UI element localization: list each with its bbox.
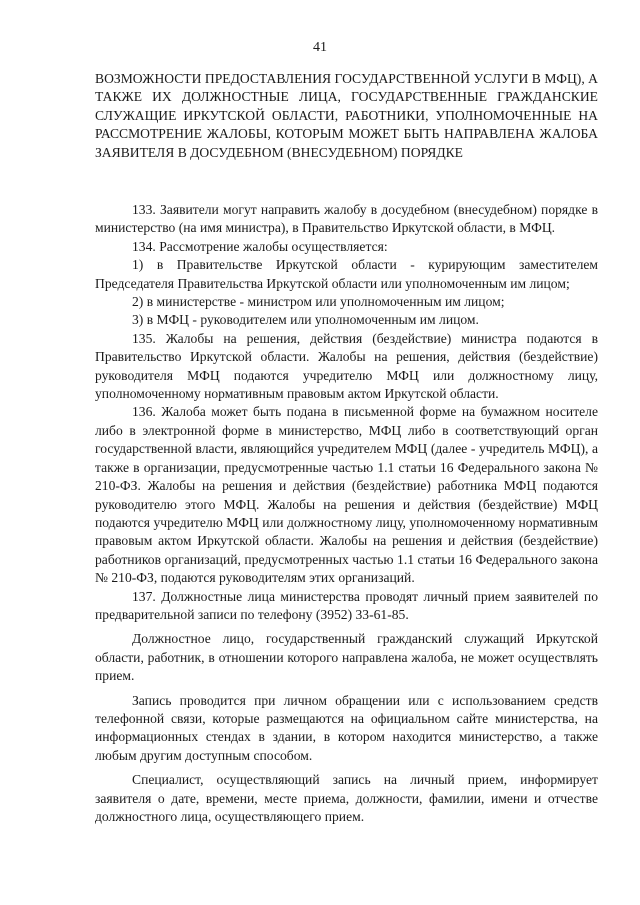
paragraph-137: 137. Должностные лица министерства проводят личный прием заявителей по предварительной записи по телефону (3952) 33-61-85. (95, 588, 598, 622)
paragraph-no-conflict: Должностное лицо, государственный гражданский служащий Иркутской области, работник, в отношении которого направлена жалоба, не может осуществлять прием. (95, 631, 598, 684)
list-item-3: 3) в МФЦ - руководителем или уполномоченным им лицом. (132, 312, 479, 328)
paragraph-134: 134. Рассмотрение жалобы осуществляется: (132, 238, 388, 254)
paragraph-135: 135. Жалобы на решения, действия (бездействие) министра подаются в Правительство Иркутской области. Жалобы на решения, действия (бездействие) руководителя МФЦ подаются учредителю МФЦ или должностному лицу, уполномоченному нормативным правовым актом Иркутской области. (95, 330, 598, 402)
paragraph-136: 136. Жалоба может быть подана в письменной форме на бумажном носителе либо в электронной форме в министерство, МФЦ либо в соответствующий орган государственной власти, являющийся учредителем МФЦ (далее - учредитель МФЦ), а также в организации, предусмотренные частью 1.1 статьи 16 Федерального закона № 210-ФЗ. Жалобы на решения и действия (бездействие) работника МФЦ подаются руководителю этого МФЦ. Жалобы на решения и действия (бездействие) МФЦ подаются учредителю МФЦ или должностному лицу, уполномоченному нормативным правовым актом Иркутской области. Жалобы на решения и действия (бездействие) работников организаций, предусмотренных частью 1.1 статьи 16 Федерального закона № 210-ФЗ, подаются руководителям этих организаций. (95, 404, 598, 586)
document-body (95, 201, 598, 826)
page-number: 41 (313, 40, 327, 55)
paragraph-specialist: Специалист, осуществляющий запись на личный прием, информирует заявителя о дате, времени, месте приема, должности, фамилии, имени и отчестве должностного лица, осуществляющего прием. (95, 772, 598, 824)
list-item-2: 2) в министерстве - министром или уполномоченным им лицом; (132, 294, 505, 310)
paragraph-133: 133. Заявители могут направить жалобу в досудебном (внесудебном) порядке в министерство (на имя министра), в Правительство Иркутской области, в МФЦ. (95, 202, 598, 236)
section-heading: ВОЗМОЖНОСТИ ПРЕДОСТАВЛЕНИЯ ГОСУДАРСТВЕННОЙ УСЛУГИ В МФЦ), А ТАКЖЕ ИХ ДОЛЖНОСТНЫЕ ЛИЦА, ГОСУДАРСТВЕННЫЕ ГРАЖДАНСКИЕ СЛУЖАЩИЕ ИРКУТСКОЙ ОБЛАСТИ, РАБОТНИКИ, УПОЛНОМОЧЕННЫЕ НА РАССМОТРЕНИЕ ЖАЛОБЫ, КОТОРЫМ МОЖЕТ БЫТЬ НАПРАВЛЕНА ЖАЛОБА ЗАЯВИТЕЛЯ В ДОСУДЕБНОМ (ВНЕСУДЕБНОМ) ПОРЯДКЕ (95, 71, 598, 160)
list-item-1: 1) в Правительстве Иркутской области - курирующим заместителем Председателя Правительства Иркутской области или уполномоченным им лицом; (95, 257, 598, 291)
paragraph-booking: Запись проводится при личном обращении или с использованием средств телефонной связи, которые размещаются на официальном сайте министерства, на информационных стендах в здании, в котором находится министерство, а также любым другим доступным способом. (95, 692, 598, 763)
